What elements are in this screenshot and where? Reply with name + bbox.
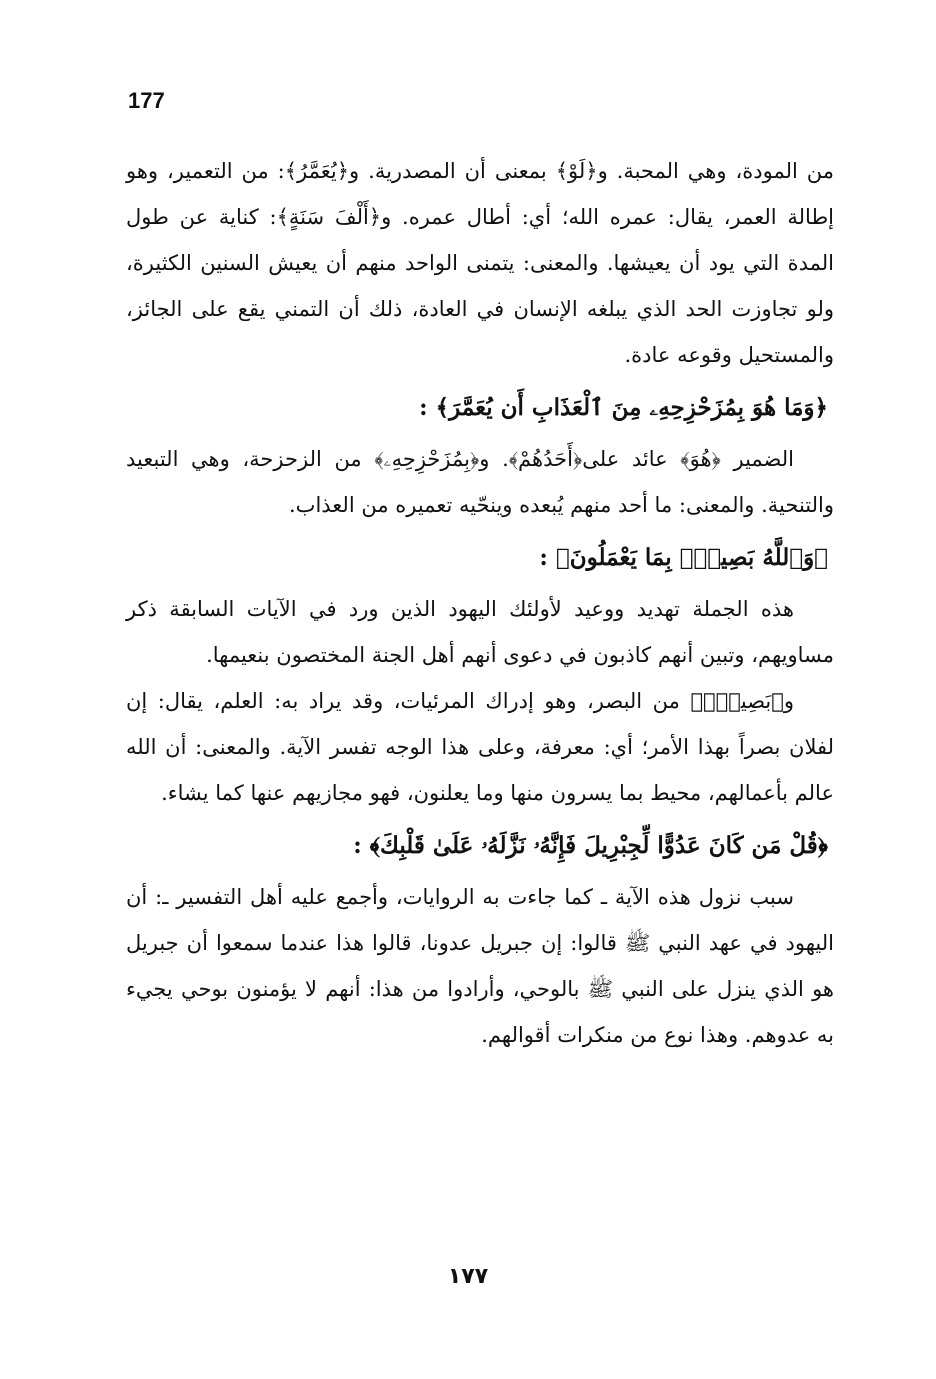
paragraph-1: من المودة، وهي المحبة. و﴿لَوْ﴾ بمعنى أن المصدرية. و﴿يُعَمَّرُ﴾: من التعمير، وهو إطالة العمر، يقال: عمره الله؛ أي: أطال عمره. و﴿أَلْفَ سَنَةٍ﴾: كناية عن طول المدة التي يود أن يعيشها. والمعنى: يتمنى الواحد منهم أن يعيش السنين الكثيرة، ولو تجاوزت الحد الذي يبلغه الإنسان في العادة، ذلك أن التمني يقع على الجائز، والمستحيل وقوعه عادة. [126,159,834,367]
paragraph-3: هذه الجملة تهديد ووعيد لأولئك اليهود الذين ورد في الآيات السابقة ذكر مساويهم، وتبين أنهم كاذبون في دعوى أنهم أهل الجنة المختصون بنعيمها. [126,597,834,667]
verse-heading-1: ﴿وَمَا هُوَ بِمُزَحْزِحِهِۦ مِنَ ٱلْعَذَابِ أَن يُعَمَّرَ﴾ : [419,394,828,421]
page-body [126,148,834,1058]
paragraph-2: الضمير ﴿هُوَ﴾ عائد على﴿أَحَدُهُمْ﴾. و﴿بِمُزَحْزِحِهِۦ﴾ من الزحزحة، وهي التبعيد والتنحية. والمعنى: ما أحد منهم يُبعده وينحّيه تعميره من العذاب. [126,447,834,517]
verse-heading-2: ﴿وَٱللَّهُ بَصِيرٌۢ بِمَا يَعْمَلُونَ﴾ : [539,544,828,571]
paragraph-4: و﴿بَصِيرٌۢ﴾ من البصر، وهو إدراك المرئيات، وقد يراد به: العلم، يقال: إن لفلان بصراً بهذا الأمر؛ أي: معرفة، وعلى هذا الوجه تفسر الآية. والمعنى: أن الله عالم بأعمالهم، محيط بما يسرون منها وما يعلنون، فهو مجازيهم عنها كما يشاء. [126,689,834,805]
page-number-top: 177 [128,88,165,113]
verse-heading-3: ﴿قُلْ مَن كَانَ عَدُوًّا لِّجِبْرِيلَ فَإِنَّهُۥ نَزَّلَهُۥ عَلَىٰ قَلْبِكَ﴾ : [353,832,828,859]
page-number-bottom: ١٧٧ [447,1264,489,1289]
paragraph-5: سبب نزول هذه الآية ـ كما جاءت به الروايات، وأجمع عليه أهل التفسير ـ: أن اليهود في عهد النبي ﷺ قالوا: إن جبريل عدونا، قالوا هذا عندما سمعوا أن جبريل هو الذي ينزل على النبي ﷺ بالوحي، وأرادوا من هذا: أنهم لا يؤمنون بوحي يجيء به عدوهم. وهذا نوع من منكرات أقوالهم. [126,885,834,1047]
